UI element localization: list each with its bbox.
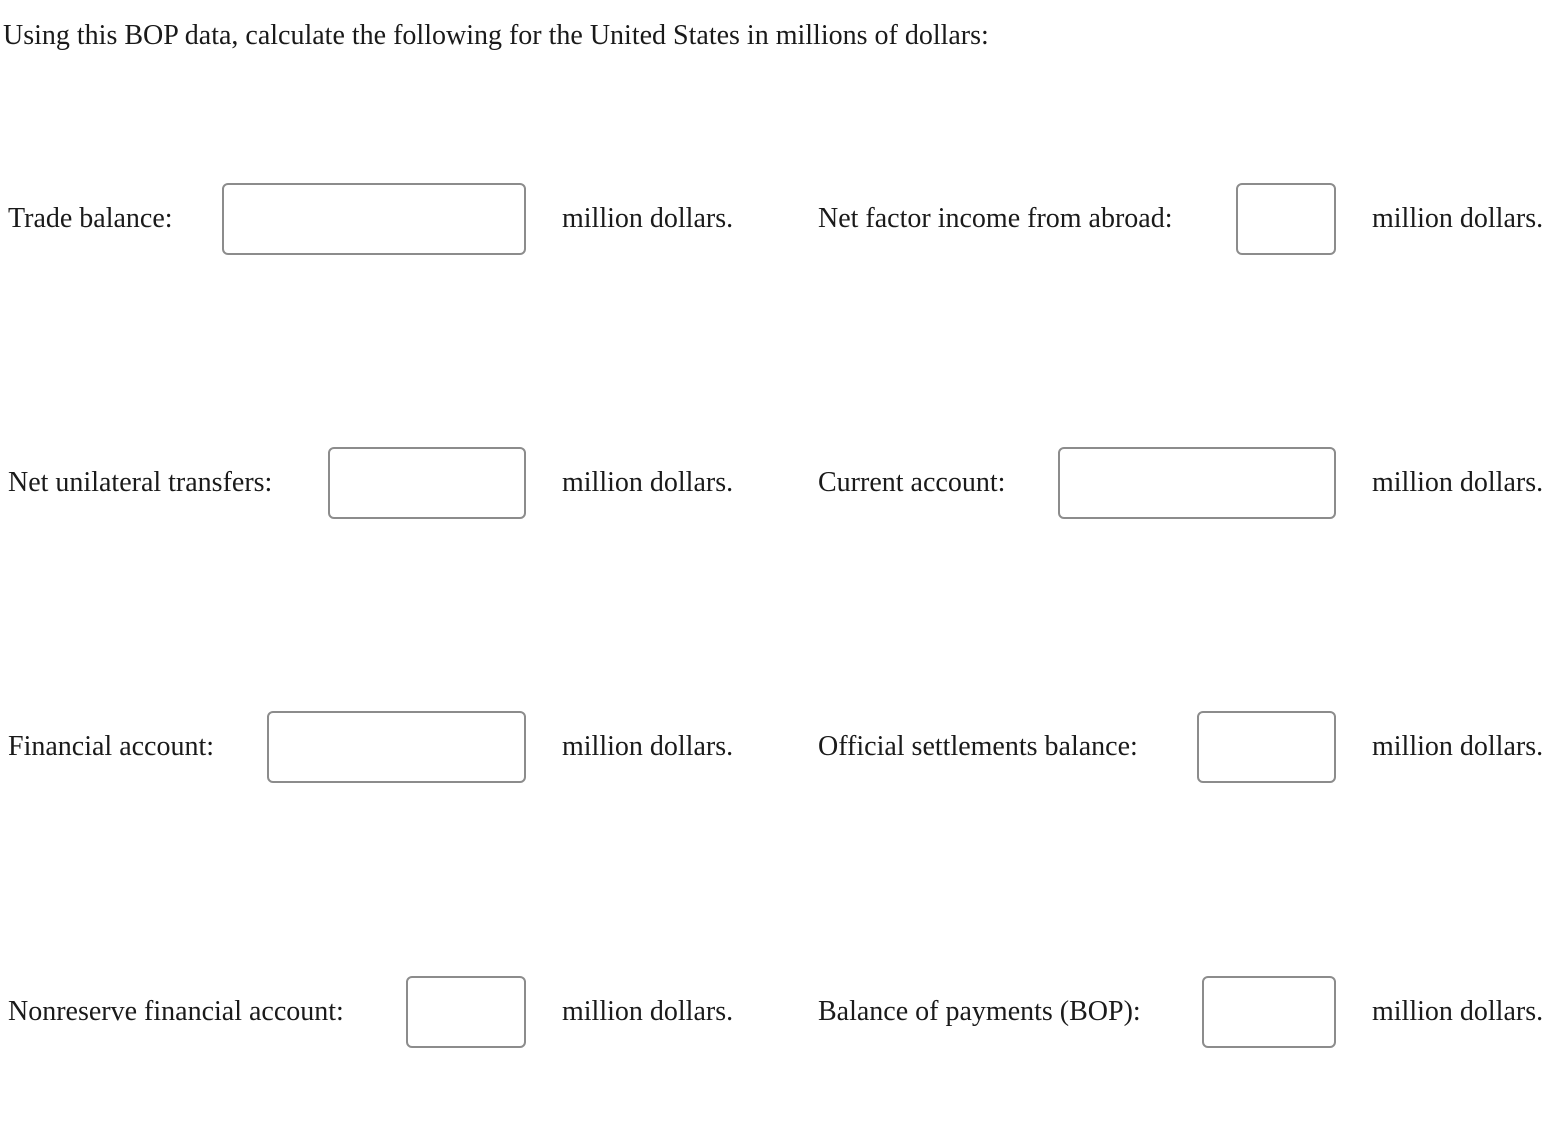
balance-of-payments-input[interactable]	[1202, 976, 1336, 1048]
net-factor-income-input[interactable]	[1236, 183, 1336, 255]
trade-balance-input[interactable]	[222, 183, 526, 255]
net-factor-income-unit: million dollars.	[1372, 203, 1544, 234]
trade-balance-unit: million dollars.	[562, 203, 734, 234]
nonreserve-financial-account-input[interactable]	[406, 976, 526, 1048]
official-settlements-balance-unit: million dollars.	[1372, 731, 1544, 762]
balance-of-payments-unit: million dollars.	[1372, 996, 1544, 1027]
financial-account-unit: million dollars.	[562, 731, 734, 762]
official-settlements-balance-label: Official settlements balance:	[818, 731, 1138, 762]
net-unilateral-transfers-unit: million dollars.	[562, 467, 734, 498]
answer-row-2	[0, 447, 1568, 519]
balance-of-payments-label: Balance of payments (BOP):	[818, 996, 1141, 1027]
answer-row-1	[0, 183, 1568, 255]
current-account-label: Current account:	[818, 467, 1006, 498]
nonreserve-financial-account-label: Nonreserve financial account:	[8, 996, 344, 1027]
current-account-input[interactable]	[1058, 447, 1336, 519]
net-factor-income-label: Net factor income from abroad:	[818, 203, 1173, 234]
net-unilateral-transfers-input[interactable]	[328, 447, 526, 519]
answer-row-4	[0, 976, 1568, 1048]
trade-balance-label: Trade balance:	[8, 203, 173, 234]
official-settlements-balance-input[interactable]	[1197, 711, 1336, 783]
net-unilateral-transfers-label: Net unilateral transfers:	[8, 467, 273, 498]
answer-row-3	[0, 711, 1568, 783]
nonreserve-financial-account-unit: million dollars.	[562, 996, 734, 1027]
financial-account-input[interactable]	[267, 711, 526, 783]
current-account-unit: million dollars.	[1372, 467, 1544, 498]
financial-account-label: Financial account:	[8, 731, 215, 762]
question-prompt: Using this BOP data, calculate the following for the United States in millions of dollars:	[3, 20, 989, 51]
